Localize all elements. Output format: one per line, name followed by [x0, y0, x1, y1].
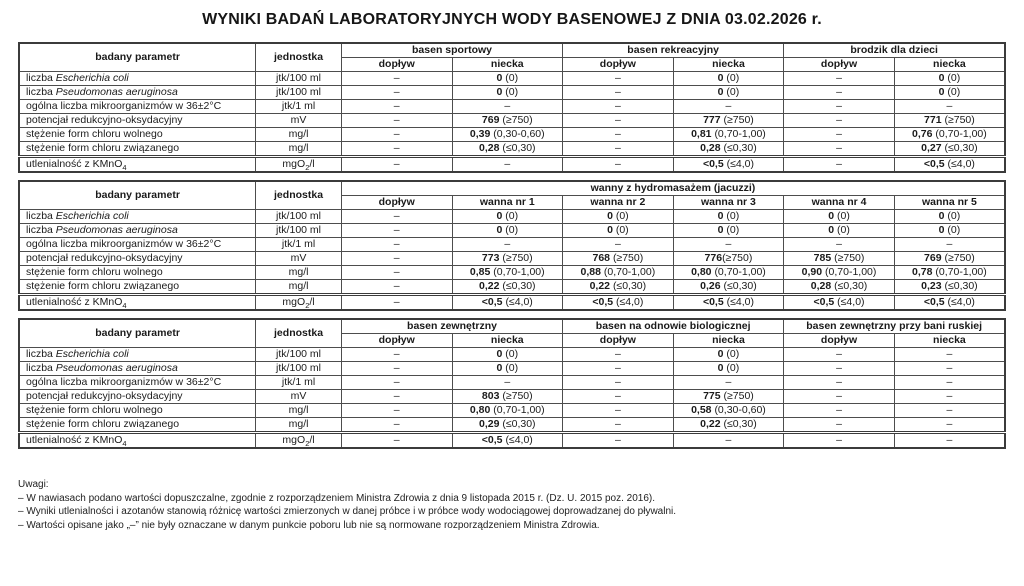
sampling-point-header: dopływ: [341, 196, 452, 210]
parameter-label-cell: liczba Pseudomonas aeruginosa: [19, 224, 256, 238]
unit-cell: mgO$_2$/l: [256, 295, 342, 311]
unit-cell: mV: [256, 390, 342, 404]
value-cell: –: [341, 100, 452, 114]
value-cell: <0,5 (≤4,0): [894, 157, 1005, 173]
value-cell: 0 (0): [784, 210, 895, 224]
value-cell: –: [784, 390, 895, 404]
value-cell: –: [563, 86, 674, 100]
value-cell: –: [784, 142, 895, 157]
table-row: [19, 224, 1005, 238]
parameter-label-cell: ogólna liczba mikroorganizmów w 36±2°C: [19, 376, 256, 390]
value-cell: 0,27 (≤0,30): [894, 142, 1005, 157]
value-cell: –: [341, 418, 452, 433]
value-cell: 0 (0): [452, 72, 563, 86]
value-cell: –: [673, 433, 784, 449]
table-row: [19, 210, 1005, 224]
parameter-label-cell: ogólna liczba mikroorganizmów w 36±2°C: [19, 100, 256, 114]
unit-cell: jtk/100 ml: [256, 210, 342, 224]
value-cell: 0 (0): [894, 224, 1005, 238]
value-cell: 0 (0): [673, 224, 784, 238]
value-cell: –: [341, 252, 452, 266]
value-cell: –: [894, 433, 1005, 449]
unit-cell: mg/l: [256, 418, 342, 433]
value-cell: –: [673, 100, 784, 114]
group-header-cell: brodzik dla dzieci: [784, 43, 1005, 58]
unit-cell: jtk/100 ml: [256, 362, 342, 376]
value-cell: –: [341, 72, 452, 86]
value-cell: –: [894, 376, 1005, 390]
value-cell: 775 (≥750): [673, 390, 784, 404]
notes-heading: Uwagi:: [18, 479, 49, 490]
value-cell: 0 (0): [673, 72, 784, 86]
value-cell: –: [341, 390, 452, 404]
note-line-2: – Wyniki utlenialności i azotanów stanowią różnicę wartości zmierzonych w danej próbce i w próbce wody wodociągowej doprowadzanej do pływalni.: [18, 506, 677, 517]
parameter-label-cell: stężenie form chloru związanego: [19, 418, 256, 433]
sampling-point-header: dopływ: [563, 334, 674, 348]
value-cell: 0,39 (0,30-0,60): [452, 128, 563, 142]
value-cell: –: [894, 390, 1005, 404]
sampling-point-header: dopływ: [341, 58, 452, 72]
header-row-groups: [19, 43, 1005, 58]
sampling-point-header: niecka: [894, 58, 1005, 72]
table-row: [19, 295, 1005, 311]
value-cell: –: [784, 157, 895, 173]
unit-cell: mg/l: [256, 142, 342, 157]
table-row: [19, 157, 1005, 173]
value-cell: –: [894, 100, 1005, 114]
unit-cell: mg/l: [256, 404, 342, 418]
sampling-point-header: dopływ: [341, 334, 452, 348]
value-cell: 773 (≥750): [452, 252, 563, 266]
parameter-label-cell: utlenialność z KMnO$_4$: [19, 157, 256, 173]
value-cell: –: [894, 348, 1005, 362]
value-cell: –: [563, 72, 674, 86]
value-cell: 785 (≥750): [784, 252, 895, 266]
sampling-point-header: dopływ: [784, 334, 895, 348]
note-line-1: – W nawiasach podano wartości dopuszczalne, zgodnie z rozporządzeniem Ministra Zdrowia z dnia 9 listopada 2015 r. (Dz. U. 2015 poz. 2016).: [18, 492, 656, 504]
table-row: [19, 390, 1005, 404]
parameter-label-cell: utlenialność z KMnO$_4$: [19, 433, 256, 449]
parameter-label-cell: liczba Escherichia coli: [19, 210, 256, 224]
value-cell: –: [784, 128, 895, 142]
value-cell: –: [894, 404, 1005, 418]
value-cell: –: [341, 433, 452, 449]
value-cell: <0,5 (≤4,0): [894, 295, 1005, 311]
value-cell: –: [784, 114, 895, 128]
value-cell: –: [341, 376, 452, 390]
sampling-point-header: wanna nr 1: [452, 196, 563, 210]
parameter-label-cell: utlenialność z KMnO$_4$: [19, 295, 256, 311]
sampling-point-header: niecka: [673, 58, 784, 72]
sampling-point-header: dopływ: [784, 58, 895, 72]
parameter-label-cell: liczba Pseudomonas aeruginosa: [19, 362, 256, 376]
value-cell: –: [784, 100, 895, 114]
sampling-point-header: niecka: [452, 58, 563, 72]
table-row: [19, 100, 1005, 114]
value-cell: –: [784, 418, 895, 433]
value-cell: 769 (≥750): [452, 114, 563, 128]
value-cell: <0,5 (≤4,0): [563, 295, 674, 311]
value-cell: 777 (≥750): [673, 114, 784, 128]
unit-cell: jtk/1 ml: [256, 100, 342, 114]
value-cell: –: [452, 238, 563, 252]
table-row: [19, 114, 1005, 128]
value-cell: 0 (0): [563, 224, 674, 238]
parameter-label-cell: stężenie form chloru wolnego: [19, 128, 256, 142]
unit-cell: jtk/100 ml: [256, 224, 342, 238]
value-cell: –: [341, 238, 452, 252]
parameter-label-cell: potencjał redukcyjno-oksydacyjny: [19, 390, 256, 404]
parameter-label-cell: stężenie form chloru wolnego: [19, 266, 256, 280]
value-cell: –: [563, 114, 674, 128]
sampling-point-header: wanna nr 5: [894, 196, 1005, 210]
results-tables: [18, 42, 1006, 449]
sampling-point-header: dopływ: [563, 58, 674, 72]
value-cell: –: [341, 86, 452, 100]
value-cell: –: [452, 376, 563, 390]
value-cell: 0,58 (0,30-0,60): [673, 404, 784, 418]
value-cell: –: [341, 280, 452, 295]
value-cell: –: [673, 376, 784, 390]
unit-cell: jtk/100 ml: [256, 348, 342, 362]
value-cell: –: [563, 128, 674, 142]
value-cell: 0 (0): [784, 224, 895, 238]
value-cell: –: [563, 142, 674, 157]
value-cell: –: [894, 238, 1005, 252]
value-cell: 0,80 (0,70-1,00): [673, 266, 784, 280]
value-cell: –: [563, 157, 674, 173]
unit-cell: mgO$_2$/l: [256, 157, 342, 173]
value-cell: 771 (≥750): [894, 114, 1005, 128]
value-cell: –: [784, 86, 895, 100]
header-row-groups: [19, 181, 1005, 196]
sampling-point-header: wanna nr 4: [784, 196, 895, 210]
group-header-cell: basen zewnętrzny przy bani ruskiej: [784, 319, 1005, 334]
parameter-label-cell: potencjał redukcyjno-oksydacyjny: [19, 114, 256, 128]
parameter-label-cell: potencjał redukcyjno-oksydacyjny: [19, 252, 256, 266]
value-cell: 0,76 (0,70-1,00): [894, 128, 1005, 142]
table-row: [19, 280, 1005, 295]
value-cell: 0 (0): [673, 348, 784, 362]
value-cell: 0 (0): [894, 86, 1005, 100]
value-cell: –: [341, 128, 452, 142]
parameter-column-header: badany parametr: [19, 181, 256, 210]
value-cell: –: [563, 376, 674, 390]
sampling-point-header: niecka: [452, 334, 563, 348]
value-cell: –: [894, 418, 1005, 433]
results-table-1: [18, 42, 1006, 173]
table-row: [19, 404, 1005, 418]
table-row: [19, 376, 1005, 390]
results-table-2: [18, 180, 1006, 311]
value-cell: –: [341, 142, 452, 157]
value-cell: 0 (0): [673, 86, 784, 100]
value-cell: 0,78 (0,70-1,00): [894, 266, 1005, 280]
value-cell: –: [784, 376, 895, 390]
value-cell: 776(≥750): [673, 252, 784, 266]
sampling-point-header: wanna nr 3: [673, 196, 784, 210]
unit-cell: jtk/1 ml: [256, 376, 342, 390]
parameter-label-cell: stężenie form chloru związanego: [19, 142, 256, 157]
value-cell: –: [784, 348, 895, 362]
unit-cell: mg/l: [256, 128, 342, 142]
page-title: WYNIKI BADAŃ LABORATORYJNYCH WODY BASENOWEJ Z DNIA 03.02.2026 r.: [202, 11, 822, 28]
parameter-column-header: badany parametr: [19, 43, 256, 72]
value-cell: 0,85 (0,70-1,00): [452, 266, 563, 280]
results-table-3: [18, 318, 1006, 449]
value-cell: 0,88 (0,70-1,00): [563, 266, 674, 280]
value-cell: 0 (0): [563, 210, 674, 224]
parameter-column-header: badany parametr: [19, 319, 256, 348]
value-cell: <0,5 (≤4,0): [673, 295, 784, 311]
value-cell: 0,26 (≤0,30): [673, 280, 784, 295]
value-cell: 0 (0): [452, 210, 563, 224]
table-row: [19, 266, 1005, 280]
value-cell: <0,5 (≤4,0): [673, 157, 784, 173]
group-header-cell: wanny z hydromasażem (jacuzzi): [341, 181, 1005, 196]
value-cell: 0,80 (0,70-1,00): [452, 404, 563, 418]
value-cell: –: [673, 238, 784, 252]
value-cell: –: [452, 100, 563, 114]
value-cell: 0 (0): [452, 86, 563, 100]
unit-cell: jtk/100 ml: [256, 86, 342, 100]
unit-cell: jtk/100 ml: [256, 72, 342, 86]
value-cell: <0,5 (≤4,0): [784, 295, 895, 311]
unit-cell: mV: [256, 252, 342, 266]
lab-report-page: [18, 0, 1006, 532]
value-cell: 0,28 (≤0,30): [452, 142, 563, 157]
sampling-point-header: niecka: [673, 334, 784, 348]
unit-column-header: jednostka: [256, 319, 342, 348]
parameter-label-cell: ogólna liczba mikroorganizmów w 36±2°C: [19, 238, 256, 252]
value-cell: 0 (0): [452, 224, 563, 238]
unit-cell: mg/l: [256, 280, 342, 295]
value-cell: –: [563, 390, 674, 404]
value-cell: 803 (≥750): [452, 390, 563, 404]
table-row: [19, 418, 1005, 433]
value-cell: 0,29 (≤0,30): [452, 418, 563, 433]
value-cell: –: [341, 348, 452, 362]
unit-column-header: jednostka: [256, 181, 342, 210]
value-cell: 0 (0): [673, 362, 784, 376]
table-row: [19, 142, 1005, 157]
table-row: [19, 238, 1005, 252]
unit-cell: mV: [256, 114, 342, 128]
value-cell: 0 (0): [894, 72, 1005, 86]
value-cell: 0 (0): [452, 362, 563, 376]
parameter-label-cell: liczba Pseudomonas aeruginosa: [19, 86, 256, 100]
value-cell: –: [784, 362, 895, 376]
value-cell: 0,23 (≤0,30): [894, 280, 1005, 295]
table-row: [19, 86, 1005, 100]
value-cell: 0 (0): [673, 210, 784, 224]
value-cell: 0,22 (≤0,30): [563, 280, 674, 295]
note-line-3: – Wartości opisane jako „–” nie były oznaczane w danym punkcie poboru lub nie są normowane rozporządzeniem Ministra Zdrowia.: [18, 519, 600, 531]
sampling-point-header: wanna nr 2: [563, 196, 674, 210]
notes-section: [18, 478, 1006, 532]
value-cell: –: [563, 100, 674, 114]
header-row-groups: [19, 319, 1005, 334]
table-row: [19, 252, 1005, 266]
unit-cell: jtk/1 ml: [256, 238, 342, 252]
unit-cell: mg/l: [256, 266, 342, 280]
value-cell: –: [784, 404, 895, 418]
group-header-cell: basen na odnowie biologicznej: [563, 319, 784, 334]
value-cell: –: [341, 295, 452, 311]
value-cell: 769 (≥750): [894, 252, 1005, 266]
group-header-cell: basen rekreacyjny: [563, 43, 784, 58]
parameter-label-cell: liczba Escherichia coli: [19, 72, 256, 86]
parameter-label-cell: liczba Escherichia coli: [19, 348, 256, 362]
value-cell: –: [341, 266, 452, 280]
value-cell: –: [341, 157, 452, 173]
value-cell: 0,22 (≤0,30): [452, 280, 563, 295]
value-cell: –: [341, 362, 452, 376]
value-cell: –: [452, 157, 563, 173]
value-cell: –: [341, 114, 452, 128]
value-cell: 0 (0): [894, 210, 1005, 224]
value-cell: –: [341, 404, 452, 418]
table-row: [19, 72, 1005, 86]
value-cell: –: [563, 404, 674, 418]
value-cell: –: [341, 224, 452, 238]
value-cell: –: [784, 433, 895, 449]
value-cell: <0,5 (≤4,0): [452, 433, 563, 449]
value-cell: 0,81 (0,70-1,00): [673, 128, 784, 142]
parameter-label-cell: stężenie form chloru związanego: [19, 280, 256, 295]
table-row: [19, 433, 1005, 449]
value-cell: –: [563, 348, 674, 362]
value-cell: 0,22 (≤0,30): [673, 418, 784, 433]
value-cell: –: [563, 433, 674, 449]
table-row: [19, 348, 1005, 362]
table-row: [19, 362, 1005, 376]
value-cell: 0 (0): [452, 348, 563, 362]
value-cell: 0,90 (0,70-1,00): [784, 266, 895, 280]
value-cell: –: [894, 362, 1005, 376]
value-cell: –: [563, 238, 674, 252]
value-cell: –: [563, 418, 674, 433]
table-row: [19, 128, 1005, 142]
unit-column-header: jednostka: [256, 43, 342, 72]
sampling-point-header: niecka: [894, 334, 1005, 348]
value-cell: 768 (≥750): [563, 252, 674, 266]
value-cell: <0,5 (≤4,0): [452, 295, 563, 311]
value-cell: –: [784, 238, 895, 252]
value-cell: –: [784, 72, 895, 86]
value-cell: 0,28 (≤0,30): [784, 280, 895, 295]
value-cell: –: [341, 210, 452, 224]
parameter-label-cell: stężenie form chloru wolnego: [19, 404, 256, 418]
unit-cell: mgO$_2$/l: [256, 433, 342, 449]
value-cell: –: [563, 362, 674, 376]
group-header-cell: basen sportowy: [341, 43, 562, 58]
group-header-cell: basen zewnętrzny: [341, 319, 562, 334]
value-cell: 0,28 (≤0,30): [673, 142, 784, 157]
